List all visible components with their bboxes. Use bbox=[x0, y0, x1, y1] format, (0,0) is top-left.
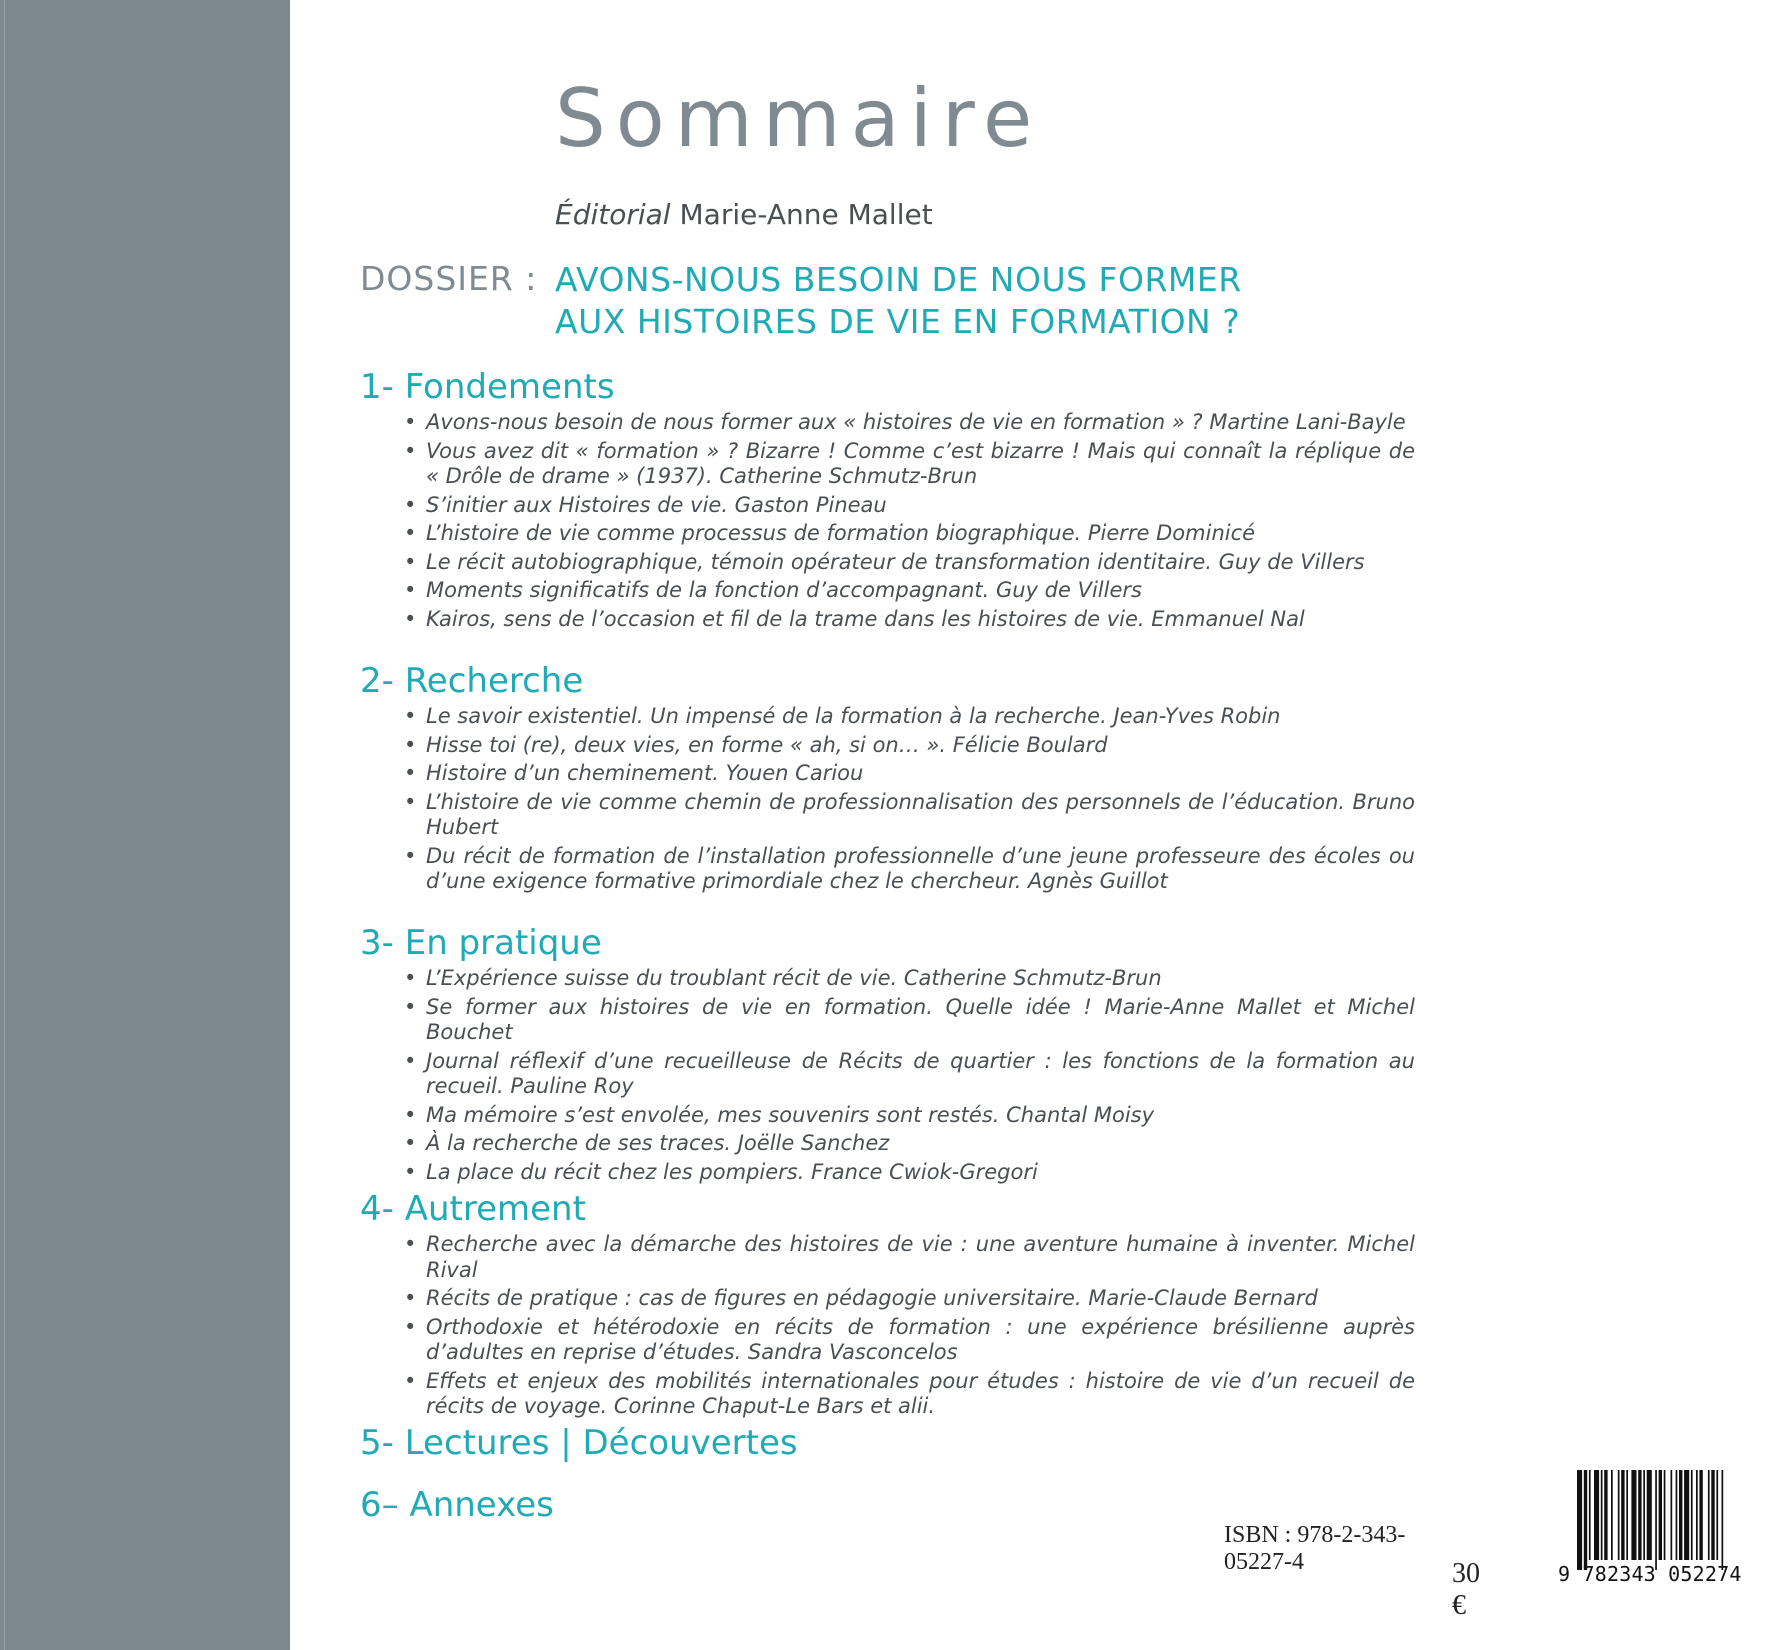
editorial-author: Marie-Anne Mallet bbox=[679, 198, 933, 231]
barcode-digits: 9 782343 052274 bbox=[1558, 1562, 1742, 1586]
bullet-icon: • bbox=[404, 1131, 417, 1155]
list-item bbox=[360, 410, 1415, 436]
list-item bbox=[360, 1315, 1415, 1366]
barcode-bar bbox=[1601, 1470, 1603, 1560]
section-annexes bbox=[360, 1484, 1415, 1526]
barcode-bar bbox=[1604, 1470, 1607, 1560]
list-item bbox=[360, 704, 1415, 730]
list-item bbox=[360, 733, 1415, 759]
barcode-bar bbox=[1716, 1470, 1718, 1560]
bullet-icon: • bbox=[404, 1102, 417, 1127]
barcode-bar bbox=[1671, 1470, 1673, 1560]
list-item bbox=[360, 550, 1415, 576]
list-item bbox=[360, 844, 1415, 895]
dossier-title-line: AVONS-NOUS BESOIN DE NOUS FORMER bbox=[555, 260, 1242, 299]
section-heading: 2- Recherche bbox=[360, 661, 584, 701]
barcode-bar bbox=[1621, 1470, 1624, 1560]
barcode-bar bbox=[1659, 1470, 1662, 1560]
list-item bbox=[360, 1131, 1415, 1157]
section-heading: 5- Lectures | Découvertes bbox=[360, 1423, 798, 1463]
section-heading: 3- En pratique bbox=[360, 923, 602, 963]
dossier-title bbox=[555, 259, 1242, 343]
section-fondements bbox=[360, 366, 1415, 635]
section-heading: 4- Autrement bbox=[360, 1189, 586, 1229]
bullet-icon: • bbox=[404, 966, 417, 990]
article-entry: Le récit autobiographique, témoin opérateur de transformation identitaire. Guy de Villers bbox=[426, 549, 1365, 574]
article-entry: Moments significatifs de la fonction d’accompagnant. Guy de Villers bbox=[426, 578, 1142, 602]
section-recherche bbox=[360, 660, 1415, 898]
article-list bbox=[360, 410, 1415, 632]
article-list bbox=[360, 704, 1415, 895]
article-entry: Histoire d’un cheminement. Youen Cariou bbox=[426, 761, 864, 785]
article-entry: Effets et enjeux des mobilités internationales pour études : histoire de vie d’un recueil de récits de voyage. Corinne Chaput-Le Bars et alii. bbox=[426, 1368, 1415, 1418]
barcode-bar bbox=[1611, 1470, 1613, 1560]
bullet-icon: • bbox=[404, 1048, 417, 1073]
editorial-line bbox=[555, 198, 933, 231]
article-entry: Vous avez dit « formation » ? Bizarre ! Comme c’est bizarre ! Mais qui connaît la réplique de « Drôle de drame » (1937). Catherine Schmutz-Brun bbox=[426, 438, 1415, 488]
list-item bbox=[360, 607, 1415, 633]
list-item bbox=[360, 966, 1415, 992]
bullet-icon: • bbox=[404, 492, 417, 517]
bullet-icon: • bbox=[404, 761, 417, 785]
bullet-icon: • bbox=[404, 606, 417, 631]
bullet-icon: • bbox=[404, 789, 417, 814]
barcode-bar bbox=[1679, 1470, 1682, 1560]
dossier-title-line: AUX HISTOIRES DE VIE EN FORMATION ? bbox=[555, 302, 1241, 341]
price-text: 30 € bbox=[1452, 1558, 1480, 1621]
section-lectures bbox=[360, 1422, 1415, 1464]
isbn-text: ISBN : 978-2-343-05227-4 bbox=[1224, 1522, 1406, 1575]
section-autrement bbox=[360, 1188, 1415, 1423]
list-item bbox=[360, 493, 1415, 519]
barcode-bar bbox=[1618, 1470, 1620, 1560]
barcode-bar bbox=[1655, 1470, 1657, 1570]
list-item bbox=[360, 995, 1415, 1046]
bullet-icon: • bbox=[404, 410, 417, 434]
article-entry: Recherche avec la démarche des histoires de vie : une aventure humaine à inventer. Michel Rival bbox=[426, 1232, 1415, 1282]
article-entry: Avons-nous besoin de nous former aux « histoires de vie en formation » ? Martine Lani-Bayle bbox=[426, 410, 1406, 434]
article-list bbox=[360, 1232, 1415, 1420]
article-entry: L’histoire de vie comme chemin de professionnalisation des personnels de l’éducation. Bruno Hubert bbox=[426, 789, 1415, 839]
article-entry: Se former aux histoires de vie en formation. Quelle idée ! Marie-Anne Mallet et Michel Bouchet bbox=[426, 994, 1415, 1044]
bullet-icon: • bbox=[404, 1368, 417, 1393]
barcode-bar bbox=[1647, 1470, 1652, 1560]
barcode-bar bbox=[1664, 1470, 1666, 1560]
list-item bbox=[360, 521, 1415, 547]
article-entry: Kairos, sens de l’occasion et fil de la trame dans les histoires de vie. Emmanuel Nal bbox=[426, 606, 1305, 631]
list-item bbox=[360, 1232, 1415, 1283]
bullet-icon: • bbox=[404, 1314, 417, 1339]
barcode-bar bbox=[1676, 1470, 1678, 1560]
article-entry: La place du récit chez les pompiers. France Cwiok-Gregori bbox=[426, 1159, 1038, 1184]
bullet-icon: • bbox=[404, 438, 417, 463]
bullet-icon: • bbox=[404, 1232, 417, 1256]
spine-edge-line bbox=[4, 0, 5, 1650]
barcode-bar bbox=[1691, 1470, 1693, 1560]
bullet-icon: • bbox=[404, 843, 417, 868]
barcode-bar bbox=[1631, 1470, 1636, 1560]
barcode-bar bbox=[1708, 1470, 1710, 1560]
barcode-bar bbox=[1594, 1470, 1599, 1560]
article-entry: Du récit de formation de l’installation professionnelle d’une jeune professeure des écoles ou d’une exigence formative primordiale chez le chercheur. Agnès Guillot bbox=[426, 843, 1415, 893]
bullet-icon: • bbox=[404, 549, 417, 574]
article-entry: L’histoire de vie comme processus de formation biographique. Pierre Dominicé bbox=[426, 521, 1256, 545]
article-entry: Récits de pratique : cas de figures en pédagogie universitaire. Marie-Claude Bernard bbox=[426, 1286, 1318, 1310]
list-item bbox=[360, 1286, 1415, 1312]
article-entry: Hisse toi (re), deux vies, en forme « ah, si on… ». Félicie Boulard bbox=[426, 732, 1108, 757]
barcode-bar bbox=[1589, 1470, 1591, 1560]
article-entry: Orthodoxie et hétérodoxie en récits de formation : une expérience brésilienne auprès d’adultes en reprise d’études. Sandra Vasconcelos bbox=[426, 1314, 1415, 1364]
barcode-bar bbox=[1626, 1470, 1628, 1560]
article-list bbox=[360, 966, 1415, 1185]
list-item bbox=[360, 578, 1415, 604]
dossier-label: DOSSIER : bbox=[360, 259, 538, 298]
list-item bbox=[360, 439, 1415, 490]
article-entry: Journal réflexif d’une recueilleuse de Récits de quartier : les fonctions de la formation au recueil. Pauline Roy bbox=[426, 1048, 1415, 1098]
barcode-bar bbox=[1711, 1470, 1714, 1560]
list-item bbox=[360, 1103, 1415, 1129]
barcode-bar bbox=[1577, 1470, 1582, 1570]
article-entry: L’Expérience suisse du troublant récit de vie. Catherine Schmutz-Brun bbox=[426, 966, 1162, 990]
list-item bbox=[360, 1369, 1415, 1420]
barcode-bar bbox=[1584, 1470, 1587, 1570]
article-entry: Ma mémoire s’est envolée, mes souvenirs sont restés. Chantal Moisy bbox=[426, 1102, 1155, 1127]
list-item bbox=[360, 761, 1415, 787]
bullet-icon: • bbox=[404, 994, 417, 1019]
section-en-pratique bbox=[360, 922, 1415, 1188]
list-item bbox=[360, 1049, 1415, 1100]
article-entry: S’initier aux Histoires de vie. Gaston Pineau bbox=[426, 492, 887, 517]
cover-spine bbox=[0, 0, 290, 1650]
bullet-icon: • bbox=[404, 578, 417, 602]
barcode-bar bbox=[1684, 1470, 1689, 1560]
bullet-icon: • bbox=[404, 704, 417, 728]
barcode-bar bbox=[1696, 1470, 1698, 1560]
list-item bbox=[360, 790, 1415, 841]
barcode-bar bbox=[1643, 1470, 1645, 1560]
editorial-label: Éditorial bbox=[555, 198, 671, 231]
barcode-bar bbox=[1699, 1470, 1702, 1560]
article-entry: À la recherche de ses traces. Joëlle Sanchez bbox=[426, 1131, 890, 1155]
bullet-icon: • bbox=[404, 732, 417, 757]
page-title: Sommaire bbox=[555, 72, 1043, 165]
section-heading: 6– Annexes bbox=[360, 1485, 554, 1525]
barcode-bar bbox=[1722, 1470, 1724, 1570]
bullet-icon: • bbox=[404, 1159, 417, 1184]
bullet-icon: • bbox=[404, 1286, 417, 1310]
bullet-icon: • bbox=[404, 521, 417, 545]
list-item bbox=[360, 1160, 1415, 1186]
article-entry: Le savoir existentiel. Un impensé de la formation à la recherche. Jean-Yves Robin bbox=[426, 704, 1281, 728]
barcode-bar bbox=[1638, 1470, 1641, 1560]
section-heading: 1- Fondements bbox=[360, 367, 615, 407]
